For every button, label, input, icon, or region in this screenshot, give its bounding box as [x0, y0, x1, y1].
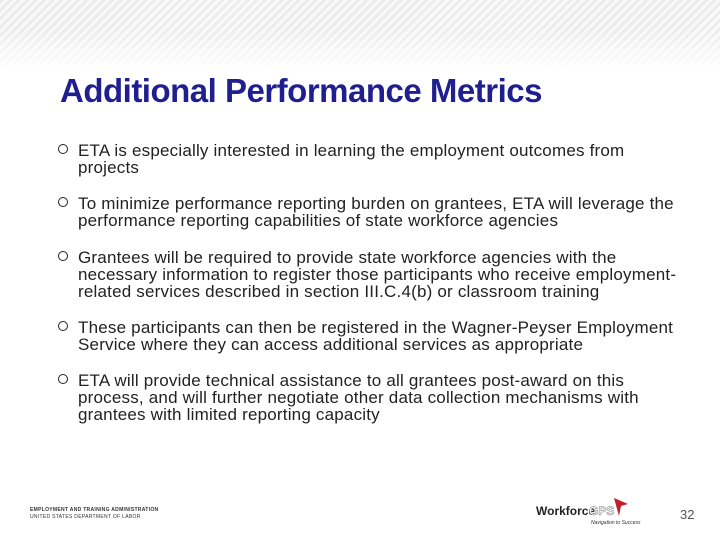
department-name: UNITED STATES DEPARTMENT OF LABOR	[30, 514, 141, 520]
bullet-item	[58, 249, 678, 300]
circle-bullet-icon	[58, 251, 68, 261]
logo-workforce-text: Workforce	[536, 504, 596, 518]
circle-bullet-icon	[58, 321, 68, 331]
bullet-item	[58, 195, 678, 229]
bullet-item	[58, 142, 678, 176]
bullet-text: ETA is especially interested in learning the employment outcomes from projects	[78, 141, 625, 177]
bullet-list	[58, 142, 678, 423]
bullet-item	[58, 319, 678, 353]
bullet-text: ETA will provide technical assistance to all grantees post-award on this process, and will further negotiate other data collection mechanisms with grantees with limited reporting capacity	[78, 371, 639, 424]
circle-bullet-icon	[58, 197, 68, 207]
logo-tagline: Navigation to Success	[591, 520, 641, 526]
agency-name: EMPLOYMENT AND TRAINING ADMINISTRATION	[30, 507, 159, 513]
stripes-fade	[0, 30, 720, 70]
page-number: 32	[680, 507, 695, 522]
location-arrow-icon	[612, 496, 630, 518]
slide-title: Additional Performance Metrics	[60, 72, 542, 109]
bullet-text: To minimize performance reporting burden on grantees, ETA will leverage the performance reporting capabilities of state workforce agencies	[78, 194, 674, 230]
bullet-text: These participants can then be registered in the Wagner-Peyser Employment Service where they can access additional services as appropriate	[78, 318, 674, 354]
circle-bullet-icon	[58, 374, 68, 384]
dol-eta-logo	[30, 507, 158, 521]
workforce-gps-logo	[536, 496, 646, 532]
bullet-item	[58, 372, 678, 423]
bullet-text: Grantees will be required to provide state workforce agencies with the necessary information to register those participants who receive employment-related services described in section III.C.4(b) or classroom training	[78, 248, 677, 301]
logo-gps-text: GPS	[589, 504, 615, 518]
circle-bullet-icon	[58, 144, 68, 154]
